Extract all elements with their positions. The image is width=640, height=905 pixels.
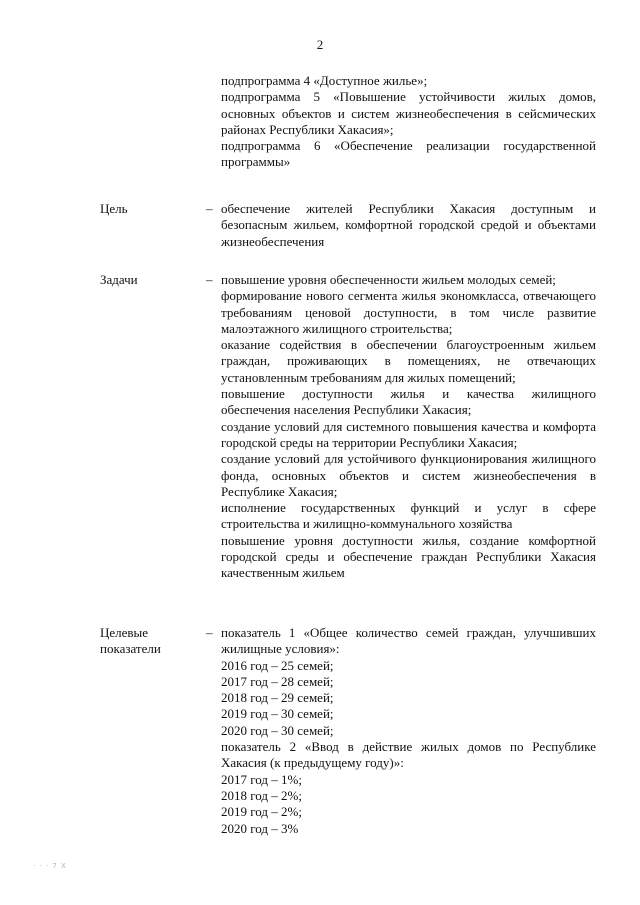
- page-number: 2: [316, 37, 324, 52]
- task-item: повышение уровня доступности жилья, создание комфортной городской среды и обеспечение граждан Республики Хакасия качественным жильем: [221, 532, 596, 581]
- indicators-label: Целевые показатели: [100, 625, 161, 657]
- indicator-item: 2018 год – 29 семей;: [221, 690, 334, 706]
- goal-label: Цель: [100, 201, 128, 216]
- tasks-label: Задачи: [100, 272, 138, 287]
- indicator-item: показатель 1 «Общее количество семей граждан, улучшивших жилищные условия»:: [221, 625, 596, 657]
- indicators-content: [221, 625, 596, 837]
- indicator-item: 2020 год – 3%: [221, 820, 299, 836]
- subprogram-4: подпрограмма 4 «Доступное жилье»;: [221, 73, 428, 88]
- tasks-dash: –: [206, 272, 213, 287]
- task-item: создание условий для устойчивого функционирования жилищного фонда, основных объектов и систем жизнеобеспечения в Республике Хакасия;: [221, 451, 596, 499]
- tasks-content: [221, 272, 596, 582]
- footer-stamp: · · · 7 Х: [33, 862, 67, 870]
- goal-text: обеспечение жителей Республики Хакасия доступным и безопасным жильем, комфортной городской средой и объектами жизнеобеспечения: [221, 201, 596, 249]
- task-item: создание условий для системного повышения качества и комфорта городской среды на территории Республики Хакасия;: [221, 418, 596, 450]
- task-item: повышение уровня обеспеченности жильем молодых семей;: [221, 272, 556, 287]
- task-item: повышение доступности жилья и качества жилищного обеспечения населения Республики Хакасия;: [221, 386, 596, 418]
- subprogram-5: подпрограмма 5 «Повышение устойчивости жилых домов, основных объектов и систем жизнеобеспечения в сейсмических районах Республики Хакасия»;: [221, 89, 596, 137]
- task-item: оказание содействия в обеспечении благоустроенным жильем граждан, проживающих в помещениях, не отвечающих установленным требованиям для жилых помещений;: [221, 337, 596, 385]
- subprogram-6: подпрограмма 6 «Обеспечение реализации государственной программы»: [221, 138, 596, 170]
- indicator-item: 2017 год – 28 семей;: [221, 673, 334, 689]
- indicator-item: 2017 год – 1%;: [221, 771, 302, 787]
- indicator-item: показатель 2 «Ввод в действие жилых домов по Республике Хакасия (к предыдущему году)»:: [221, 739, 596, 771]
- goal-content: [221, 201, 596, 250]
- subprogram-list: [221, 73, 596, 171]
- goal-dash: –: [206, 201, 213, 216]
- task-item: исполнение государственных функций и услуг в сфере строительства и жилищно-коммунального хозяйства: [221, 500, 596, 532]
- task-item: формирование нового сегмента жилья экономкласса, отвечающего требованиям ценовой доступности, в том числе развитие малоэтажного жилищного строительства;: [221, 288, 596, 336]
- indicator-item: 2020 год – 30 семей;: [221, 722, 334, 738]
- indicator-item: 2016 год – 25 семей;: [221, 657, 334, 673]
- indicator-item: 2018 год – 2%;: [221, 787, 302, 803]
- indicator-item: 2019 год – 30 семей;: [221, 706, 334, 722]
- indicators-dash: –: [206, 625, 213, 640]
- indicator-item: 2019 год – 2%;: [221, 804, 302, 820]
